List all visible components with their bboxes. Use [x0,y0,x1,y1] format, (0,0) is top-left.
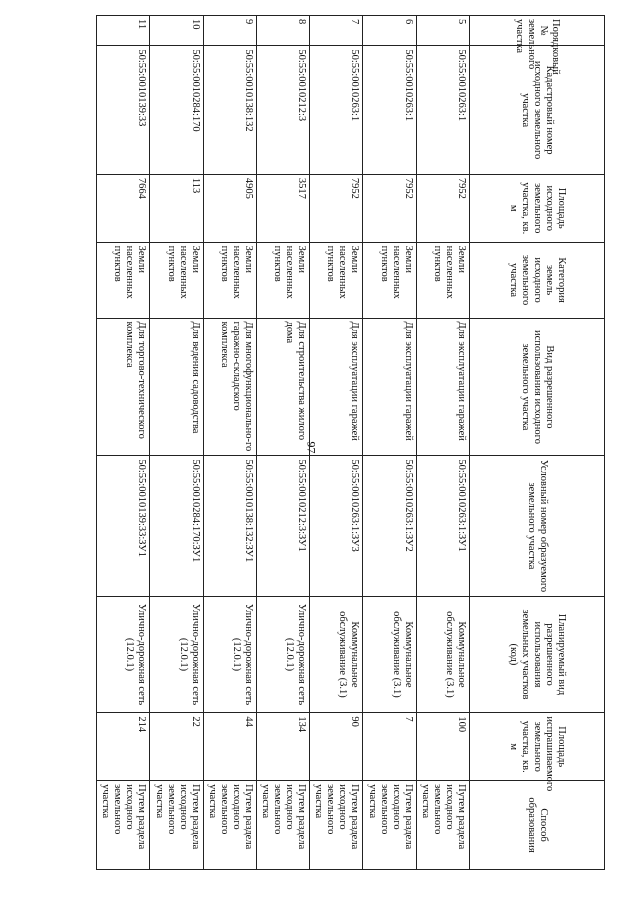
table-cell: Улично-дорожная сеть (12.0.1) [97,596,150,713]
table-cell: Коммунальное обслуживание (3.1) [310,596,363,713]
table-row [97,16,150,870]
table-cell: 10 [150,16,203,46]
table-cell: 50:55:0010212:3:ЗУ1 [257,456,310,596]
table-cell: Коммунальное обслуживание (3.1) [416,596,469,713]
table-cell: 7 [310,16,363,46]
table-row [416,16,469,870]
table-cell: Путем раздела исходного земельного участка [257,781,310,870]
table-cell: Для торгово-технического комплекса [97,318,150,456]
table-cell: 100 [416,713,469,781]
table-cell: Для ведения садоводства [150,318,203,456]
table-cell: 7952 [363,174,416,242]
table-cell: 50:55:0010263:1 [310,46,363,175]
table-cell: Земли населенных пунктов [257,242,310,318]
table-cell: 113 [150,174,203,242]
table-cell: 214 [97,713,150,781]
table-cell: 3517 [257,174,310,242]
table-cell: 50:55:0010138:132 [203,46,256,175]
table-row [363,16,416,870]
table-cell: 5 [416,16,469,46]
table-cell: Земли населенных пунктов [150,242,203,318]
table-cell: 7 [363,713,416,781]
table-cell: Путем раздела исходного земельного участка [203,781,256,870]
table-cell: 11 [97,16,150,46]
column-header: Площадь испрашиваемого земельного участка, кв. м [470,713,605,781]
table-cell: Путем раздела исходного земельного участка [150,781,203,870]
table-cell: Для многофункционально-го гаражно-складского комплекса [203,318,256,456]
table-row [310,16,363,870]
table-cell: 22 [150,713,203,781]
table-cell: 7952 [416,174,469,242]
table-row [150,16,203,870]
table-cell: 50:55:0010263:1 [363,46,416,175]
table-cell: 7664 [97,174,150,242]
column-header: Условный номер образуемого земельного участка [470,456,605,596]
table-cell: 134 [257,713,310,781]
table-cell: 44 [203,713,256,781]
table-row [203,16,256,870]
table-cell: Путем раздела исходного земельного участка [310,781,363,870]
column-header: Вид разрешенного использования исходного земельного участка [470,318,605,456]
column-header: Порядковый № земельного участка [470,16,605,46]
table-cell: Для эксплуатации гаражей [363,318,416,456]
land-plots-table-container [100,15,605,870]
table-cell: 7952 [310,174,363,242]
table-cell: 50:55:0010139:33:ЗУ1 [97,456,150,596]
table-cell: 50:55:0010212:3 [257,46,310,175]
table-cell: Земли населенных пунктов [203,242,256,318]
page-number: 97 [304,441,319,454]
table-body [97,16,470,870]
column-header: Планируемый вид разрешенного использования земельных участков (код) [470,596,605,713]
table-cell: Улично-дорожная сеть (12.0.1) [150,596,203,713]
land-plots-table [96,15,605,870]
table-cell: Для эксплуатации гаражей [416,318,469,456]
table-cell: Земли населенных пунктов [97,242,150,318]
table-cell: Для эксплуатации гаражей [310,318,363,456]
table-cell: Земли населенных пунктов [363,242,416,318]
table-cell: 50:55:0010284:170:ЗУ1 [150,456,203,596]
table-header-row [470,16,605,870]
table-cell: Коммунальное обслуживание (3.1) [363,596,416,713]
table-cell: 4905 [203,174,256,242]
table-cell: Земли населенных пунктов [310,242,363,318]
column-header: Площадь исходного земельного участка, кв. м [470,174,605,242]
table-row [257,16,310,870]
table-cell: Для строительства жилого дома [257,318,310,456]
table-cell: 6 [363,16,416,46]
table-cell: 50:55:0010284:170 [150,46,203,175]
table-cell: 8 [257,16,310,46]
table-cell: 50:55:0010139:33 [97,46,150,175]
table-cell: Путем раздела исходного земельного участка [363,781,416,870]
table-cell: Улично-дорожная сеть (12.0.1) [203,596,256,713]
table-cell: 50:55:0010263:1:ЗУ1 [416,456,469,596]
table-cell: 50:55:0010263:1:ЗУ3 [310,456,363,596]
table-cell: Земли населенных пунктов [416,242,469,318]
column-header: Кадастровый номер исходного земельного участка [470,46,605,175]
table-cell: 9 [203,16,256,46]
table-cell: Путем раздела исходного земельного участка [97,781,150,870]
table-cell: Путем раздела исходного земельного участка [416,781,469,870]
table-cell: 50:55:0010138:132:ЗУ1 [203,456,256,596]
table-cell: 50:55:0010263:1 [416,46,469,175]
column-header: Категория земель исходного земельного участка [470,242,605,318]
table-cell: Улично-дорожная сеть (12.0.1) [257,596,310,713]
table-cell: 50:55:0010263:1:ЗУ2 [363,456,416,596]
column-header: Способ образования [470,781,605,870]
table-cell: 90 [310,713,363,781]
